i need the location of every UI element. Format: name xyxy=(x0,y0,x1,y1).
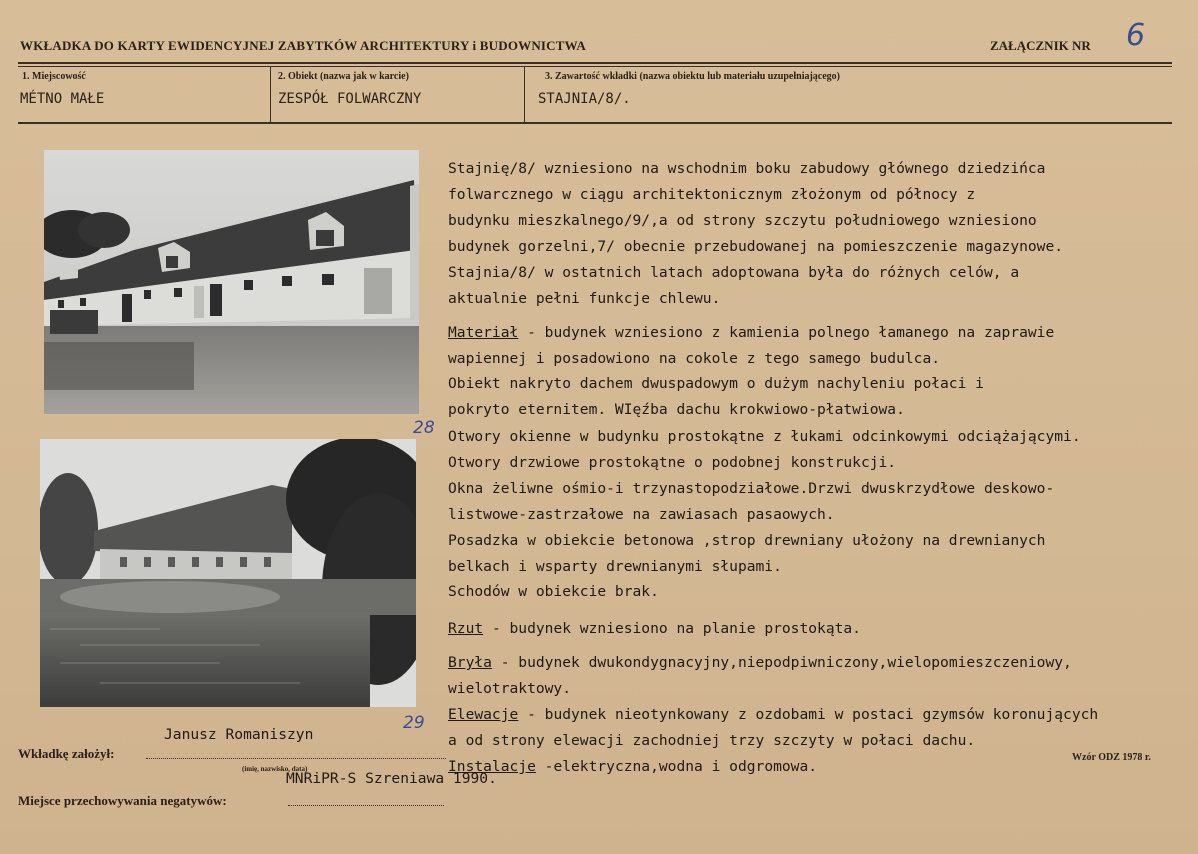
intro-line: Stajnia/8/ w ostatnich latach adoptowana była do różnych celów, a xyxy=(448,264,1020,281)
intro-line: budynek gorzelni,7/ obecnie przebudowanej na pomieszczenie magazynowe. xyxy=(448,238,1064,255)
rzut-heading: Rzut xyxy=(448,620,484,637)
locality-value: MÉTNO MAŁE xyxy=(20,91,105,107)
intro-line: Stajnię/8/ wzniesiono na wschodnim boku zabudowy głównego dziedzińca xyxy=(448,160,1046,177)
content-label: 3. Zawartość wkładki (nazwa obiektu lub materiału uzupełniającego) xyxy=(545,71,841,82)
intro-line: folwarcznego w ciągu architektonicznym złożonym od północy z xyxy=(448,186,976,203)
bryla-line: wielotraktowy. xyxy=(448,680,572,697)
instalacje-text: -elektryczna,wodna i odgromowa. xyxy=(535,758,818,775)
material-first-line xyxy=(448,324,1054,341)
author-caption: (imię, nazwisko, data) xyxy=(242,765,308,773)
material-line: Otwory drzwiowe prostokątne o podobnej konstrukcji. xyxy=(448,454,897,471)
locality-label: 1. Miejscowość xyxy=(22,71,86,82)
author-label: Wkładkę założył: xyxy=(18,746,115,761)
form-mark: Wzór ODZ 1978 r. xyxy=(1072,752,1151,763)
header-rule-top xyxy=(18,62,1172,64)
instalacje-heading: Instalacje xyxy=(448,758,536,775)
author-line xyxy=(146,758,446,759)
annex-label: ZAŁĄCZNIK NR xyxy=(990,38,1091,53)
material-line: belkach i wsparty drewnianymi słupami. xyxy=(448,558,782,575)
elewacje-first-line xyxy=(448,706,1098,723)
material-line: wapiennej i posadowiono na cokole z tego samego budulca. xyxy=(448,350,941,367)
intro-line: budynku mieszkalnego/9/,a od strony szczytu południowego wzniesiono xyxy=(448,212,1037,229)
storage-line xyxy=(288,805,444,806)
material-line: Okna żeliwne ośmio-i trzynastopodziałowe.Drzwi dwuskrzydłowe deskowo- xyxy=(448,480,1055,497)
bryla-heading: Bryła xyxy=(448,654,492,671)
storage-label: Miejsce przechowywania negatywów: xyxy=(18,793,227,808)
elewacje-text: - budynek nieotynkowany z ozdobami w postaci gzymsów koronujących xyxy=(518,706,1099,723)
elewacje-heading: Elewacje xyxy=(448,706,519,723)
photo-number-29: 29 xyxy=(403,713,425,733)
material-text: - budynek wzniesiono z kamienia polnego łamanego na zaprawie xyxy=(518,324,1055,341)
field-divider-1 xyxy=(270,66,271,122)
material-heading: Materiał xyxy=(448,324,519,341)
material-line: pokryto eternitem. WIęźba dachu krokwiowo-płatwiowa. xyxy=(448,401,905,418)
author-name: Janusz Romaniszyn xyxy=(164,726,314,743)
material-line: Otwory okienne w budynku prostokątne z łukami odcinkowymi odciążającymi. xyxy=(448,428,1081,445)
object-value: ZESPÓŁ FOLWARCZNY xyxy=(278,91,422,107)
photo-number-28: 28 xyxy=(413,418,435,438)
rzut-line xyxy=(448,620,861,637)
material-line: listwowe-zastrzałowe na zawiasach pasaowych. xyxy=(448,506,835,523)
annex-number: 6 xyxy=(1126,18,1146,53)
intro-line: aktualnie pełni funkcje chlewu. xyxy=(448,290,721,307)
material-line: Obiekt nakryto dachem dwuspadowym o dużym nachyleniu połaci i xyxy=(448,375,984,392)
header-rule-bottom xyxy=(18,122,1172,124)
bryla-text: - budynek dwukondygnacyjny,niepodpiwniczony,wielopomieszczeniowy, xyxy=(491,654,1072,671)
instalacje-line xyxy=(448,758,817,775)
rzut-text: - budynek wzniesiono na planie prostokąta. xyxy=(483,620,861,637)
material-line: Schodów w obiekcie brak. xyxy=(448,583,659,600)
material-line: Posadzka w obiekcie betonowa ,strop drewniany ułożony na drewnianych xyxy=(448,532,1046,549)
stamp-text: MNRiPR-S Szreniawa 1990. xyxy=(286,770,497,787)
card-title: WKŁADKA DO KARTY EWIDENCYJNEJ ZABYTKÓW ARCHITEKTURY i BUDOWNICTWA xyxy=(20,38,586,53)
photo-stable-pond xyxy=(40,439,416,707)
header-rule-top-thin xyxy=(18,66,1172,67)
content-value: STAJNIA/8/. xyxy=(538,91,631,107)
field-divider-2 xyxy=(524,66,525,122)
photo-stable-yard xyxy=(44,150,419,414)
bryla-first-line xyxy=(448,654,1072,671)
elewacje-line: a od strony elewacji zachodniej trzy szczyty w połaci dachu. xyxy=(448,732,976,749)
object-label: 2. Obiekt (nazwa jak w karcie) xyxy=(278,71,409,82)
